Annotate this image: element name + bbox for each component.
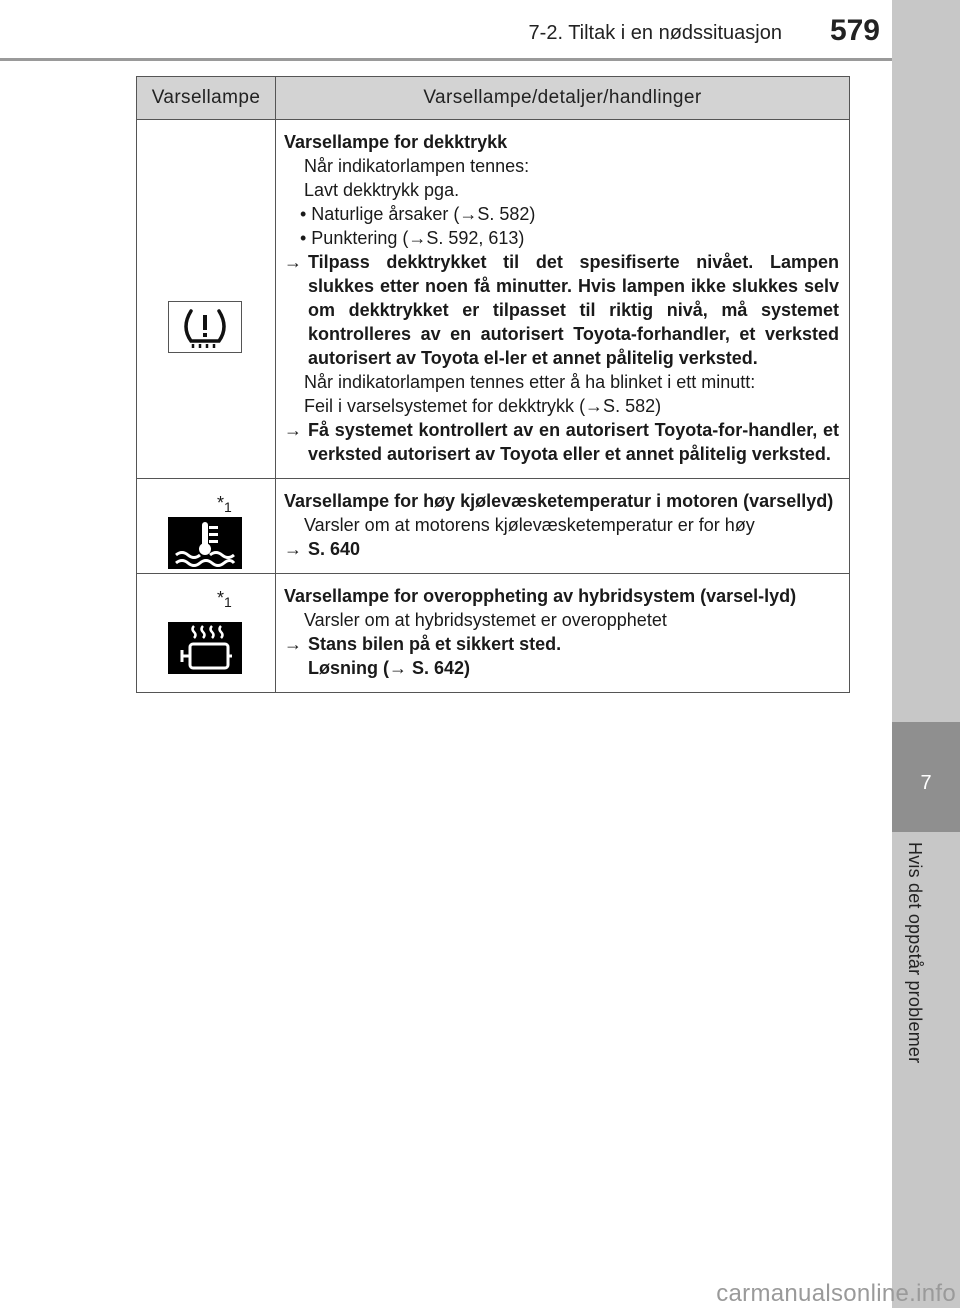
arrow-icon: →	[284, 634, 302, 654]
lamp-details-cell	[276, 479, 850, 574]
lamp-icon-cell	[137, 479, 276, 574]
detail-line: Feil i varselsystemet for dekktrykk (→S. 582)	[304, 396, 662, 416]
action-item	[284, 250, 839, 370]
action-item	[284, 418, 839, 466]
chapter-number-box	[892, 722, 960, 832]
tire-pressure-warning-icon	[168, 301, 242, 353]
lamp-title: Varsellampe for overoppheting av hybridsystem (varsel-lyd)	[284, 586, 797, 606]
lamp-details-cell	[276, 574, 850, 693]
action-item	[284, 632, 839, 656]
action-text: Stans bilen på et sikkert sted.	[308, 634, 562, 654]
table-row	[137, 120, 850, 479]
warning-lamp-table	[136, 76, 850, 693]
lamp-details-cell	[276, 120, 850, 479]
table-header-row	[137, 77, 850, 120]
page-number: 579	[829, 14, 880, 47]
detail-line: Varsler om at motorens kjølevæsketemperatur er for høy	[304, 515, 755, 535]
chapter-side-tab	[892, 0, 960, 1308]
action-text: Tilpass dekktrykket til det spesifiserte nivået. Lampen slukkes etter noen få minutter. Hvis lampen ikke slukkes selv om dekktrykket er tilpasset til riktig nivå, må systemet kontrolleres av en autorisert Toyota-forhandler, et verksted autorisert av Toyota el-ler et annet pålitelig verksted.	[308, 252, 839, 368]
watermark-text: carmanualsonline.info	[716, 1280, 956, 1307]
footnote-marker: $*_1$	[217, 493, 232, 515]
action-subitem: Løsning (→ S. 642)	[308, 658, 471, 678]
lamp-title: Varsellampe for dekktrykk	[284, 132, 508, 152]
detail-line: Når indikatorlampen tennes etter å ha blinket i ett minutt:	[304, 372, 756, 392]
lamp-icon-cell	[137, 120, 276, 479]
section-title: 7-2. Tiltak i en nødssituasjon	[528, 22, 782, 44]
bullet-item: • Punktering (→S. 592, 613)	[300, 228, 525, 248]
bullet-item: • Naturlige årsaker (→S. 582)	[300, 204, 536, 224]
column-header-details: Varsellampe/detaljer/handlinger	[276, 77, 850, 120]
arrow-icon: →	[284, 252, 302, 272]
action-text: S. 640	[308, 539, 361, 559]
table-row	[137, 479, 850, 574]
coolant-temperature-icon	[168, 517, 242, 569]
page-header	[0, 0, 892, 56]
chapter-title: Hvis det oppstår problemer	[905, 842, 925, 1064]
arrow-icon: →	[284, 539, 302, 559]
arrow-icon: →	[284, 420, 302, 440]
lamp-icon-cell	[137, 574, 276, 693]
action-item	[284, 537, 839, 561]
chapter-number: 7	[920, 772, 932, 794]
detail-line: Varsler om at hybridsystemet er overopphetet	[304, 610, 667, 630]
hybrid-system-overheat-icon	[168, 622, 242, 674]
header-rule	[0, 58, 892, 61]
lamp-title: Varsellampe for høy kjølevæsketemperatur i motoren (varsellyd)	[284, 491, 834, 511]
table-row	[137, 574, 850, 693]
detail-line: Lavt dekktrykk pga.	[304, 180, 460, 200]
column-header-lamp: Varsellampe	[137, 77, 276, 120]
action-text: Få systemet kontrollert av en autorisert Toyota-for-handler, et verksted autorisert av Toyota eller et annet pålitelig verksted.	[308, 420, 839, 464]
detail-line: Når indikatorlampen tennes:	[304, 156, 530, 176]
footnote-marker: $*_1$	[217, 588, 232, 610]
